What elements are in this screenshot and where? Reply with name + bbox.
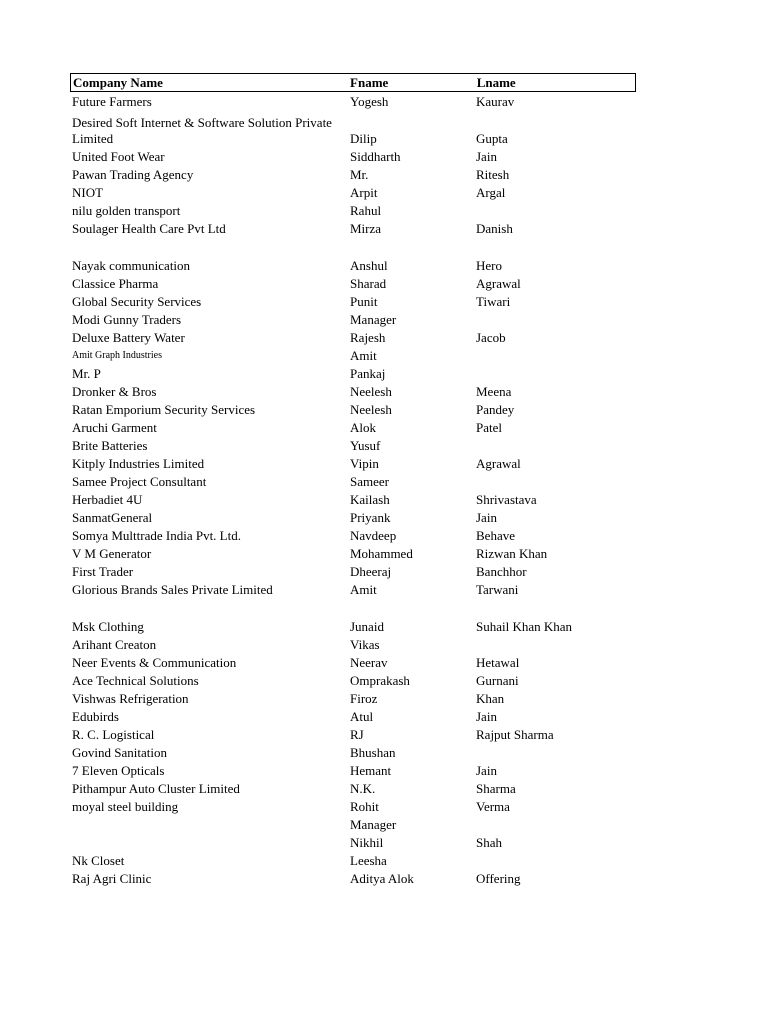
lname-cell: Verma bbox=[476, 799, 510, 814]
lname-cell: Patel bbox=[476, 420, 502, 435]
fname-cell: Firoz bbox=[350, 691, 378, 706]
lname-cell: Tarwani bbox=[476, 582, 519, 597]
lname-cell: Shah bbox=[476, 835, 502, 850]
fname-cell: Manager bbox=[350, 817, 397, 832]
company-cell: Arihant Creaton bbox=[72, 637, 157, 652]
table-row bbox=[70, 653, 636, 671]
company-cell: V M Generator bbox=[72, 546, 152, 561]
fname-cell: Priyank bbox=[350, 510, 391, 525]
lname-cell: Offering bbox=[476, 871, 521, 886]
fname-cell: Nikhil bbox=[350, 835, 384, 850]
company-cell: Amit Graph Industries bbox=[72, 350, 162, 361]
company-cell: Nk Closet bbox=[72, 853, 125, 868]
fname-cell: Junaid bbox=[350, 619, 384, 634]
company-cell: Vishwas Refrigeration bbox=[72, 691, 189, 706]
table-row bbox=[70, 544, 636, 562]
lname-cell: Agrawal bbox=[476, 456, 521, 471]
table-row bbox=[70, 472, 636, 490]
company-cell: Pithampur Auto Cluster Limited bbox=[72, 781, 240, 796]
table-row bbox=[70, 92, 636, 110]
company-cell: Samee Project Consultant bbox=[72, 474, 207, 489]
table-row bbox=[70, 418, 636, 436]
company-cell: Pawan Trading Agency bbox=[72, 167, 194, 182]
table-row bbox=[70, 526, 636, 544]
company-cell: Glorious Brands Sales Private Limited bbox=[72, 582, 273, 597]
table-row bbox=[70, 346, 636, 364]
fname-cell: Anshul bbox=[350, 258, 388, 273]
fname-cell: Yogesh bbox=[350, 94, 389, 109]
fname-cell: Bhushan bbox=[350, 745, 396, 760]
table-row bbox=[70, 635, 636, 653]
table-row bbox=[70, 364, 636, 382]
table-row bbox=[70, 165, 636, 183]
table-row bbox=[70, 580, 636, 598]
fname-cell: Rajesh bbox=[350, 330, 386, 345]
table-header bbox=[70, 73, 636, 92]
lname-cell: Tiwari bbox=[476, 294, 511, 309]
table-row bbox=[70, 110, 636, 147]
company-cell: Deluxe Battery Water bbox=[72, 330, 185, 345]
company-cell: Future Farmers bbox=[72, 94, 152, 109]
fname-cell: Yusuf bbox=[350, 438, 381, 453]
table-row bbox=[70, 400, 636, 418]
header-lname: Lname bbox=[476, 75, 516, 90]
company-cell: Brite Batteries bbox=[72, 438, 148, 453]
fname-cell: Rohit bbox=[350, 799, 379, 814]
table-row bbox=[70, 328, 636, 346]
table-row bbox=[70, 183, 636, 201]
fname-cell: RJ bbox=[350, 727, 364, 742]
company-cell: Neer Events & Communication bbox=[72, 655, 237, 670]
fname-cell: Vikas bbox=[350, 637, 380, 652]
table-row bbox=[70, 490, 636, 508]
lname-cell: Hetawal bbox=[476, 655, 520, 670]
fname-cell: Siddharth bbox=[350, 149, 401, 164]
fname-cell: Atul bbox=[350, 709, 374, 724]
lname-cell: Banchhor bbox=[476, 564, 527, 579]
fname-cell: Navdeep bbox=[350, 528, 397, 543]
lname-cell: Sharma bbox=[476, 781, 516, 796]
company-cell: Nayak communication bbox=[72, 258, 191, 273]
table-row bbox=[70, 779, 636, 797]
company-cell: Desired Soft Internet & Software Solution Private Limited bbox=[72, 115, 332, 146]
lname-cell: Shrivastava bbox=[476, 492, 537, 507]
table-row bbox=[70, 598, 636, 635]
table-row bbox=[70, 454, 636, 472]
table-row bbox=[70, 219, 636, 237]
lname-cell: Jacob bbox=[476, 330, 506, 345]
fname-cell: Manager bbox=[350, 312, 397, 327]
company-cell: moyal steel building bbox=[72, 799, 179, 814]
fname-cell: Punit bbox=[350, 294, 378, 309]
fname-cell: Sameer bbox=[350, 474, 389, 489]
lname-cell: Argal bbox=[476, 185, 506, 200]
fname-cell: Leesha bbox=[350, 853, 387, 868]
lname-cell: Jain bbox=[476, 149, 497, 164]
fname-cell: Rahul bbox=[350, 203, 382, 218]
fname-cell: Amit bbox=[350, 348, 377, 363]
table-row bbox=[70, 292, 636, 310]
company-cell: First Trader bbox=[72, 564, 134, 579]
company-cell: Soulager Health Care Pvt Ltd bbox=[72, 221, 226, 236]
fname-cell: Alok bbox=[350, 420, 376, 435]
header-fname: Fname bbox=[350, 75, 389, 90]
fname-cell: Mr. bbox=[350, 167, 369, 182]
fname-cell: Neelesh bbox=[350, 384, 392, 399]
company-cell: Ace Technical Solutions bbox=[72, 673, 199, 688]
lname-cell: Pandey bbox=[476, 402, 515, 417]
lname-cell: Jain bbox=[476, 510, 497, 525]
header-company-name: Company Name bbox=[73, 75, 163, 90]
company-cell: Ratan Emporium Security Services bbox=[72, 402, 256, 417]
company-cell: Dronker & Bros bbox=[72, 384, 157, 399]
fname-cell: Omprakash bbox=[350, 673, 410, 688]
table-body bbox=[70, 92, 636, 887]
company-cell: Msk Clothing bbox=[72, 619, 144, 634]
company-cell: Kitply Industries Limited bbox=[72, 456, 205, 471]
table-row bbox=[70, 743, 636, 761]
fname-cell: Arpit bbox=[350, 185, 378, 200]
fname-cell: Mirza bbox=[350, 221, 382, 236]
fname-cell: Dilip bbox=[350, 131, 377, 146]
table-row bbox=[70, 707, 636, 725]
table-row bbox=[70, 237, 636, 274]
company-cell: NIOT bbox=[72, 185, 104, 200]
table-row bbox=[70, 436, 636, 454]
fname-cell: Vipin bbox=[350, 456, 379, 471]
lname-cell: Danish bbox=[476, 221, 513, 236]
lname-cell: Suhail Khan Khan bbox=[476, 619, 573, 634]
fname-cell: Mohammed bbox=[350, 546, 413, 561]
lname-cell: Gupta bbox=[476, 131, 508, 146]
company-cell: Govind Sanitation bbox=[72, 745, 167, 760]
table-row bbox=[70, 508, 636, 526]
lname-cell: Kaurav bbox=[476, 94, 515, 109]
fname-cell: Hemant bbox=[350, 763, 392, 778]
fname-cell: Neelesh bbox=[350, 402, 392, 417]
company-cell: R. C. Logistical bbox=[72, 727, 155, 742]
table-row bbox=[70, 671, 636, 689]
table-row bbox=[70, 833, 636, 851]
table-row bbox=[70, 562, 636, 580]
company-cell: Herbadiet 4U bbox=[72, 492, 143, 507]
company-cell: Somya Multtrade India Pvt. Ltd. bbox=[72, 528, 241, 543]
lname-cell: Khan bbox=[476, 691, 505, 706]
fname-cell: N.K. bbox=[350, 781, 376, 796]
company-cell: Modi Gunny Traders bbox=[72, 312, 182, 327]
lname-cell: Rajput Sharma bbox=[476, 727, 554, 742]
company-cell: Global Security Services bbox=[72, 294, 202, 309]
company-cell: Mr. P bbox=[72, 366, 101, 381]
company-cell: Classice Pharma bbox=[72, 276, 159, 291]
company-cell: Aruchi Garment bbox=[72, 420, 157, 435]
table-row bbox=[70, 310, 636, 328]
contacts-table bbox=[70, 73, 636, 887]
table-row bbox=[70, 201, 636, 219]
company-cell: SanmatGeneral bbox=[72, 510, 153, 525]
table-row bbox=[70, 382, 636, 400]
table-row bbox=[70, 851, 636, 869]
fname-cell: Dheeraj bbox=[350, 564, 392, 579]
lname-cell: Jain bbox=[476, 763, 497, 778]
table-row bbox=[70, 761, 636, 779]
lname-cell: Gurnani bbox=[476, 673, 519, 688]
lname-cell: Hero bbox=[476, 258, 502, 273]
table-row bbox=[70, 725, 636, 743]
fname-cell: Pankaj bbox=[350, 366, 386, 381]
company-cell: nilu golden transport bbox=[72, 203, 181, 218]
lname-cell: Behave bbox=[476, 528, 515, 543]
table-row bbox=[70, 689, 636, 707]
lname-cell: Rizwan Khan bbox=[476, 546, 548, 561]
table-row bbox=[70, 869, 636, 887]
fname-cell: Aditya Alok bbox=[350, 871, 414, 886]
fname-cell: Neerav bbox=[350, 655, 388, 670]
fname-cell: Sharad bbox=[350, 276, 387, 291]
table-row bbox=[70, 274, 636, 292]
lname-cell: Meena bbox=[476, 384, 512, 399]
table-row bbox=[70, 147, 636, 165]
company-cell: 7 Eleven Opticals bbox=[72, 763, 165, 778]
table-row bbox=[70, 797, 636, 815]
table-row bbox=[70, 815, 636, 833]
fname-cell: Amit bbox=[350, 582, 377, 597]
lname-cell: Ritesh bbox=[476, 167, 510, 182]
company-cell: Raj Agri Clinic bbox=[72, 871, 152, 886]
company-cell: United Foot Wear bbox=[72, 149, 165, 164]
fname-cell: Kailash bbox=[350, 492, 390, 507]
company-cell: Edubirds bbox=[72, 709, 119, 724]
lname-cell: Jain bbox=[476, 709, 497, 724]
lname-cell: Agrawal bbox=[476, 276, 521, 291]
